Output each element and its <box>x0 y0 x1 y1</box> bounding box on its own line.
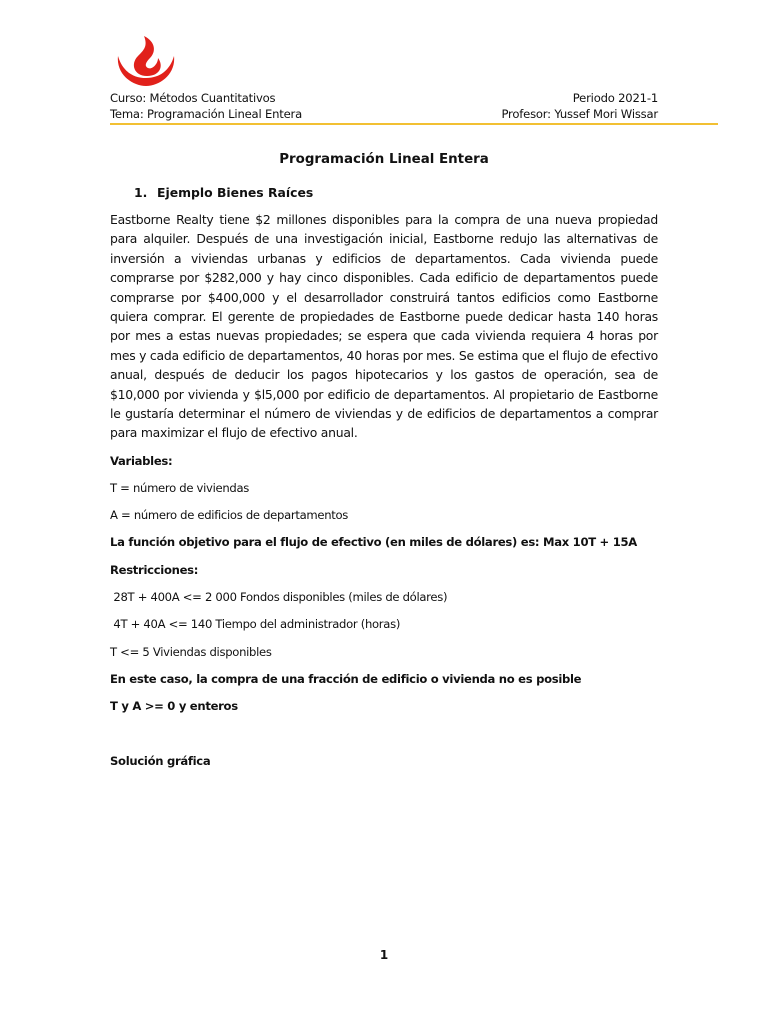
professor-label: Profesor: Yussef Mori Wissar <box>501 107 658 121</box>
variables-heading: Variables: <box>110 454 173 468</box>
topic-label: Tema: Programación Lineal Entera <box>110 107 302 121</box>
period-label: Periodo 2021-1 <box>572 91 658 105</box>
section-number: 1. <box>134 185 148 200</box>
variable-a: A = número de edificios de departamentos <box>110 508 349 522</box>
section-heading <box>134 185 313 200</box>
objective-function: La función objetivo para el flujo de efectivo (en miles de dólares) es: Max 10T + 15A <box>110 535 637 549</box>
integrality-constraint: T y A >= 0 y enteros <box>110 699 238 713</box>
course-label: Curso: Métodos Cuantitativos <box>110 91 276 105</box>
solution-heading: Solución gráfica <box>110 754 211 768</box>
fraction-note: En este caso, la compra de una fracción de edificio o vivienda no es posible <box>110 672 582 686</box>
page-number: 1 <box>379 948 389 962</box>
header-divider <box>110 123 718 125</box>
variable-t: T = número de viviendas <box>110 481 250 495</box>
section-title: Ejemplo Bienes Raíces <box>157 185 314 200</box>
constraint-time: 4T + 40A <= 140 Tiempo del administrador (horas) <box>110 617 401 631</box>
problem-paragraph: Eastborne Realty tiene $2 millones disponibles para la compra de una nueva propiedad para alquiler. Después de una investigación inicial, Eastborne redujo las alternativas de inversión a viviendas urbanas y edificios de departamentos. Cada vivienda puede comprarse por $282,000 y hay cinco disponibles. Cada edificio de departamentos puede comprarse por $400,000 y el desarrollador construirá tantos edificios como Eastborne quiera comprar. El gerente de propiedades de Eastborne puede dedicar hasta 140 horas por mes a estas nuevas propiedades; se espera que cada vivienda requiera 4 horas por mes y cada edificio de departamentos, 40 horas por mes. Se estima que el flujo de efectivo anual, después de deducir los pagos hipotecarios y los gastos de operación, sea de $10,000 por vivienda y $l5,000 por edificio de departamentos. Al propietario de Eastborne le gustaría determinar el número de viviendas y de edificios de departamentos a comprar para maximizar el flujo de efectivo anual. <box>110 212 658 441</box>
restrictions-heading: Restricciones: <box>110 563 199 577</box>
constraint-homes: T <= 5 Viviendas disponibles <box>110 645 272 659</box>
constraint-funds: 28T + 400A <= 2 000 Fondos disponibles (miles de dólares) <box>110 590 448 604</box>
page-title: Programación Lineal Entera <box>279 152 489 167</box>
university-logo <box>114 34 178 88</box>
